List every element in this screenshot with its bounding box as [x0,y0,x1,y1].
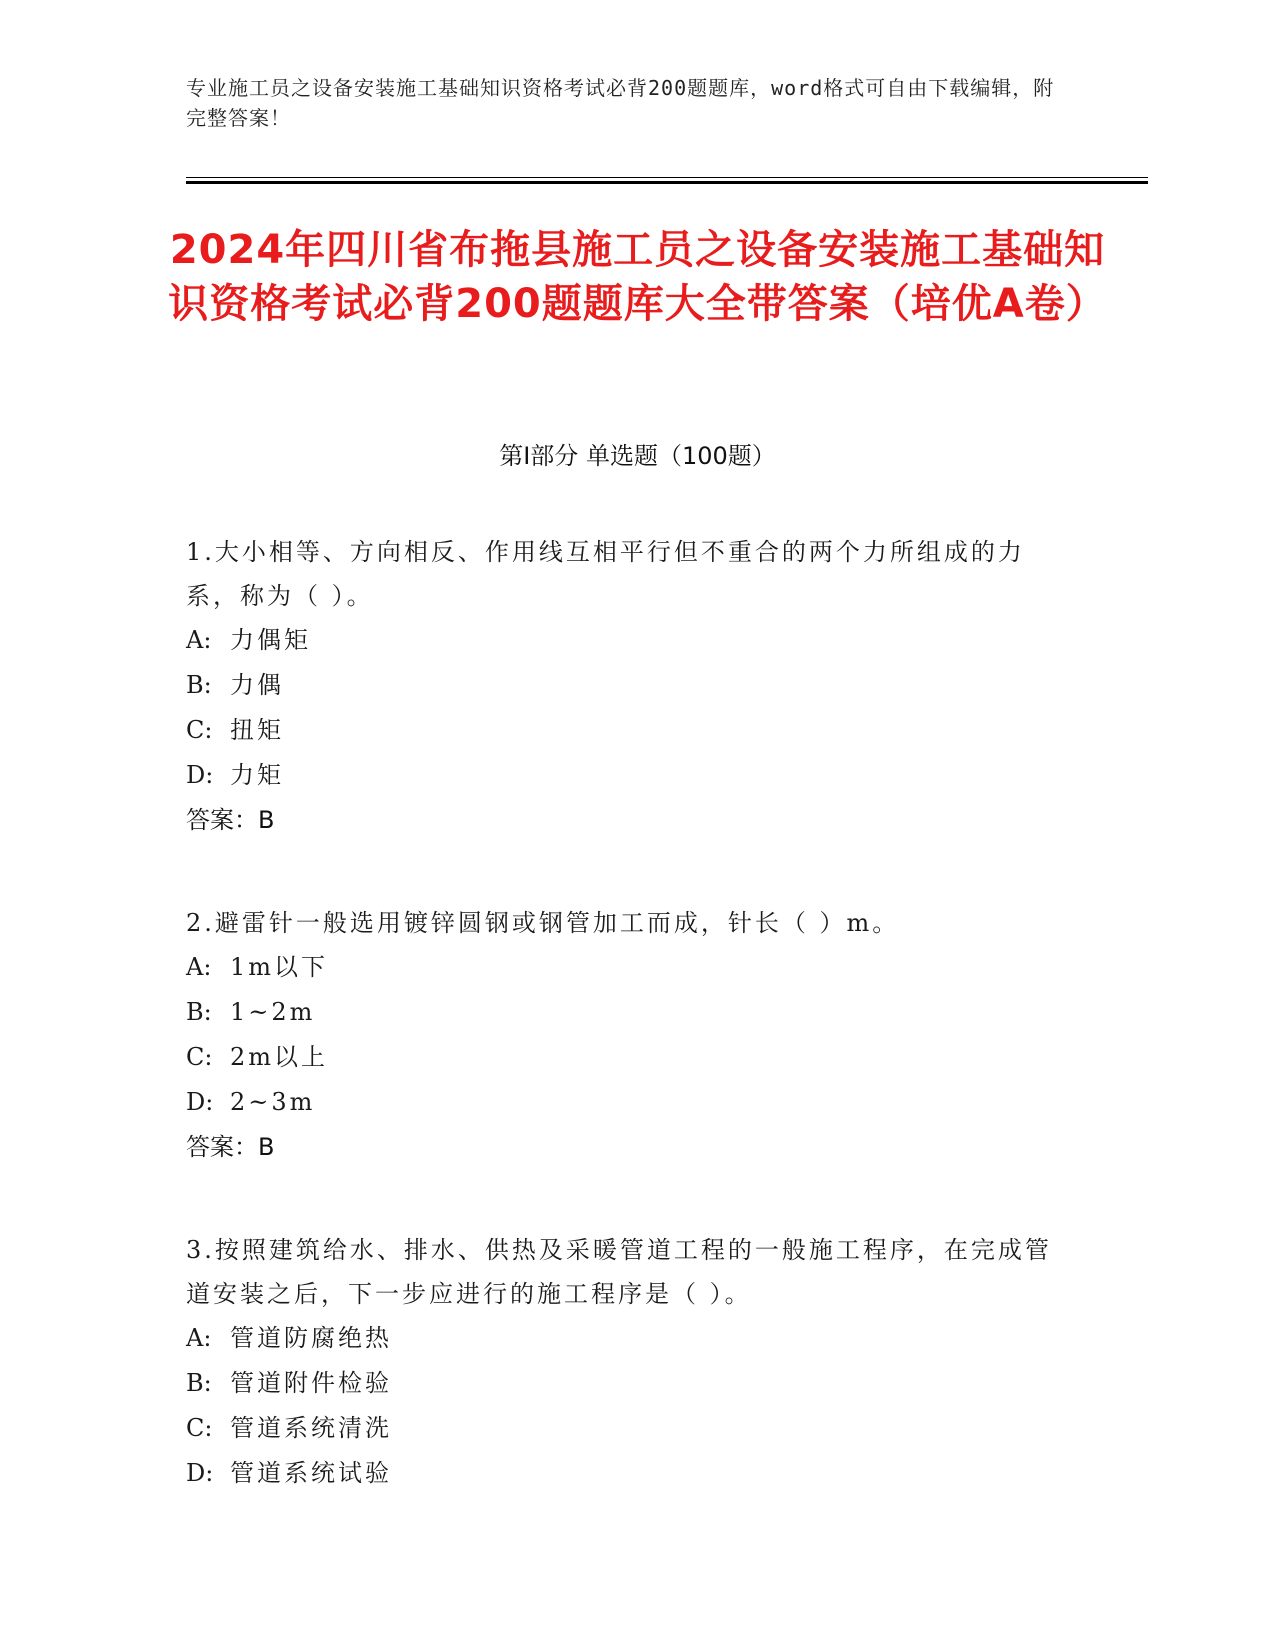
option-text: 力偶 [230,671,284,699]
option-key: B: [186,671,212,699]
option-key: A: [186,953,212,981]
option-key: C: [186,1414,213,1442]
option-key: A: [186,626,212,654]
option-text: 2~3m [230,1088,316,1116]
option-key: B: [186,998,212,1026]
option-d [186,1451,1066,1496]
option-b [186,990,1066,1035]
document-title: 2024年四川省布拖县施工员之设备安装施工基础知识资格考试必背200题题库大全带答案（培优A卷） [168,227,1107,327]
option-text: 1~2m [230,998,316,1026]
option-key: C: [186,1043,213,1071]
option-text: 1m以下 [230,953,329,981]
option-d [186,1080,1066,1125]
option-c [186,708,1066,753]
option-text: 管道附件检验 [230,1369,392,1397]
option-text: 力矩 [230,761,284,789]
option-key: A: [186,1324,212,1352]
option-text: 2m以上 [230,1043,329,1071]
option-key: D: [186,761,214,789]
question-list [186,530,1066,1554]
option-a [186,1316,1066,1361]
option-a [186,618,1066,663]
option-key: C: [186,716,213,744]
option-d [186,753,1066,798]
question-stem: 2.避雷针一般选用镀锌圆钢或钢管加工而成，针长（ ）m。 [186,909,900,937]
question-3 [186,1228,1066,1496]
answer: 答案：B [186,1133,275,1161]
answer: 答案：B [186,806,275,834]
option-text: 管道系统清洗 [230,1414,392,1442]
option-text: 扭矩 [230,716,284,744]
option-c [186,1035,1066,1080]
option-text: 管道系统试验 [230,1459,392,1487]
section-heading: 第I部分 单选题（100题） [499,442,776,470]
option-c [186,1406,1066,1451]
option-a [186,945,1066,990]
option-key: D: [186,1088,214,1116]
option-b [186,1361,1066,1406]
option-b [186,663,1066,708]
option-key: B: [186,1369,212,1397]
question-stem: 3.按照建筑给水、排水、供热及采暖管道工程的一般施工程序，在完成管道安装之后，下一步应进行的施工程序是（ ）。 [186,1236,1052,1308]
question-2 [186,901,1066,1170]
option-key: D: [186,1459,214,1487]
option-text: 力偶矩 [230,626,311,654]
header-rule-thin [186,177,1148,178]
header-rule-thick [186,181,1148,184]
question-stem: 1.大小相等、方向相反、作用线互相平行但不重合的两个力所组成的力系，称为（ ）。 [186,538,1025,610]
question-1 [186,530,1066,843]
option-text: 管道防腐绝热 [230,1324,392,1352]
header-note: 专业施工员之设备安装施工基础知识资格考试必背200题题库，word格式可自由下载编辑，附完整答案！ [186,76,1055,130]
